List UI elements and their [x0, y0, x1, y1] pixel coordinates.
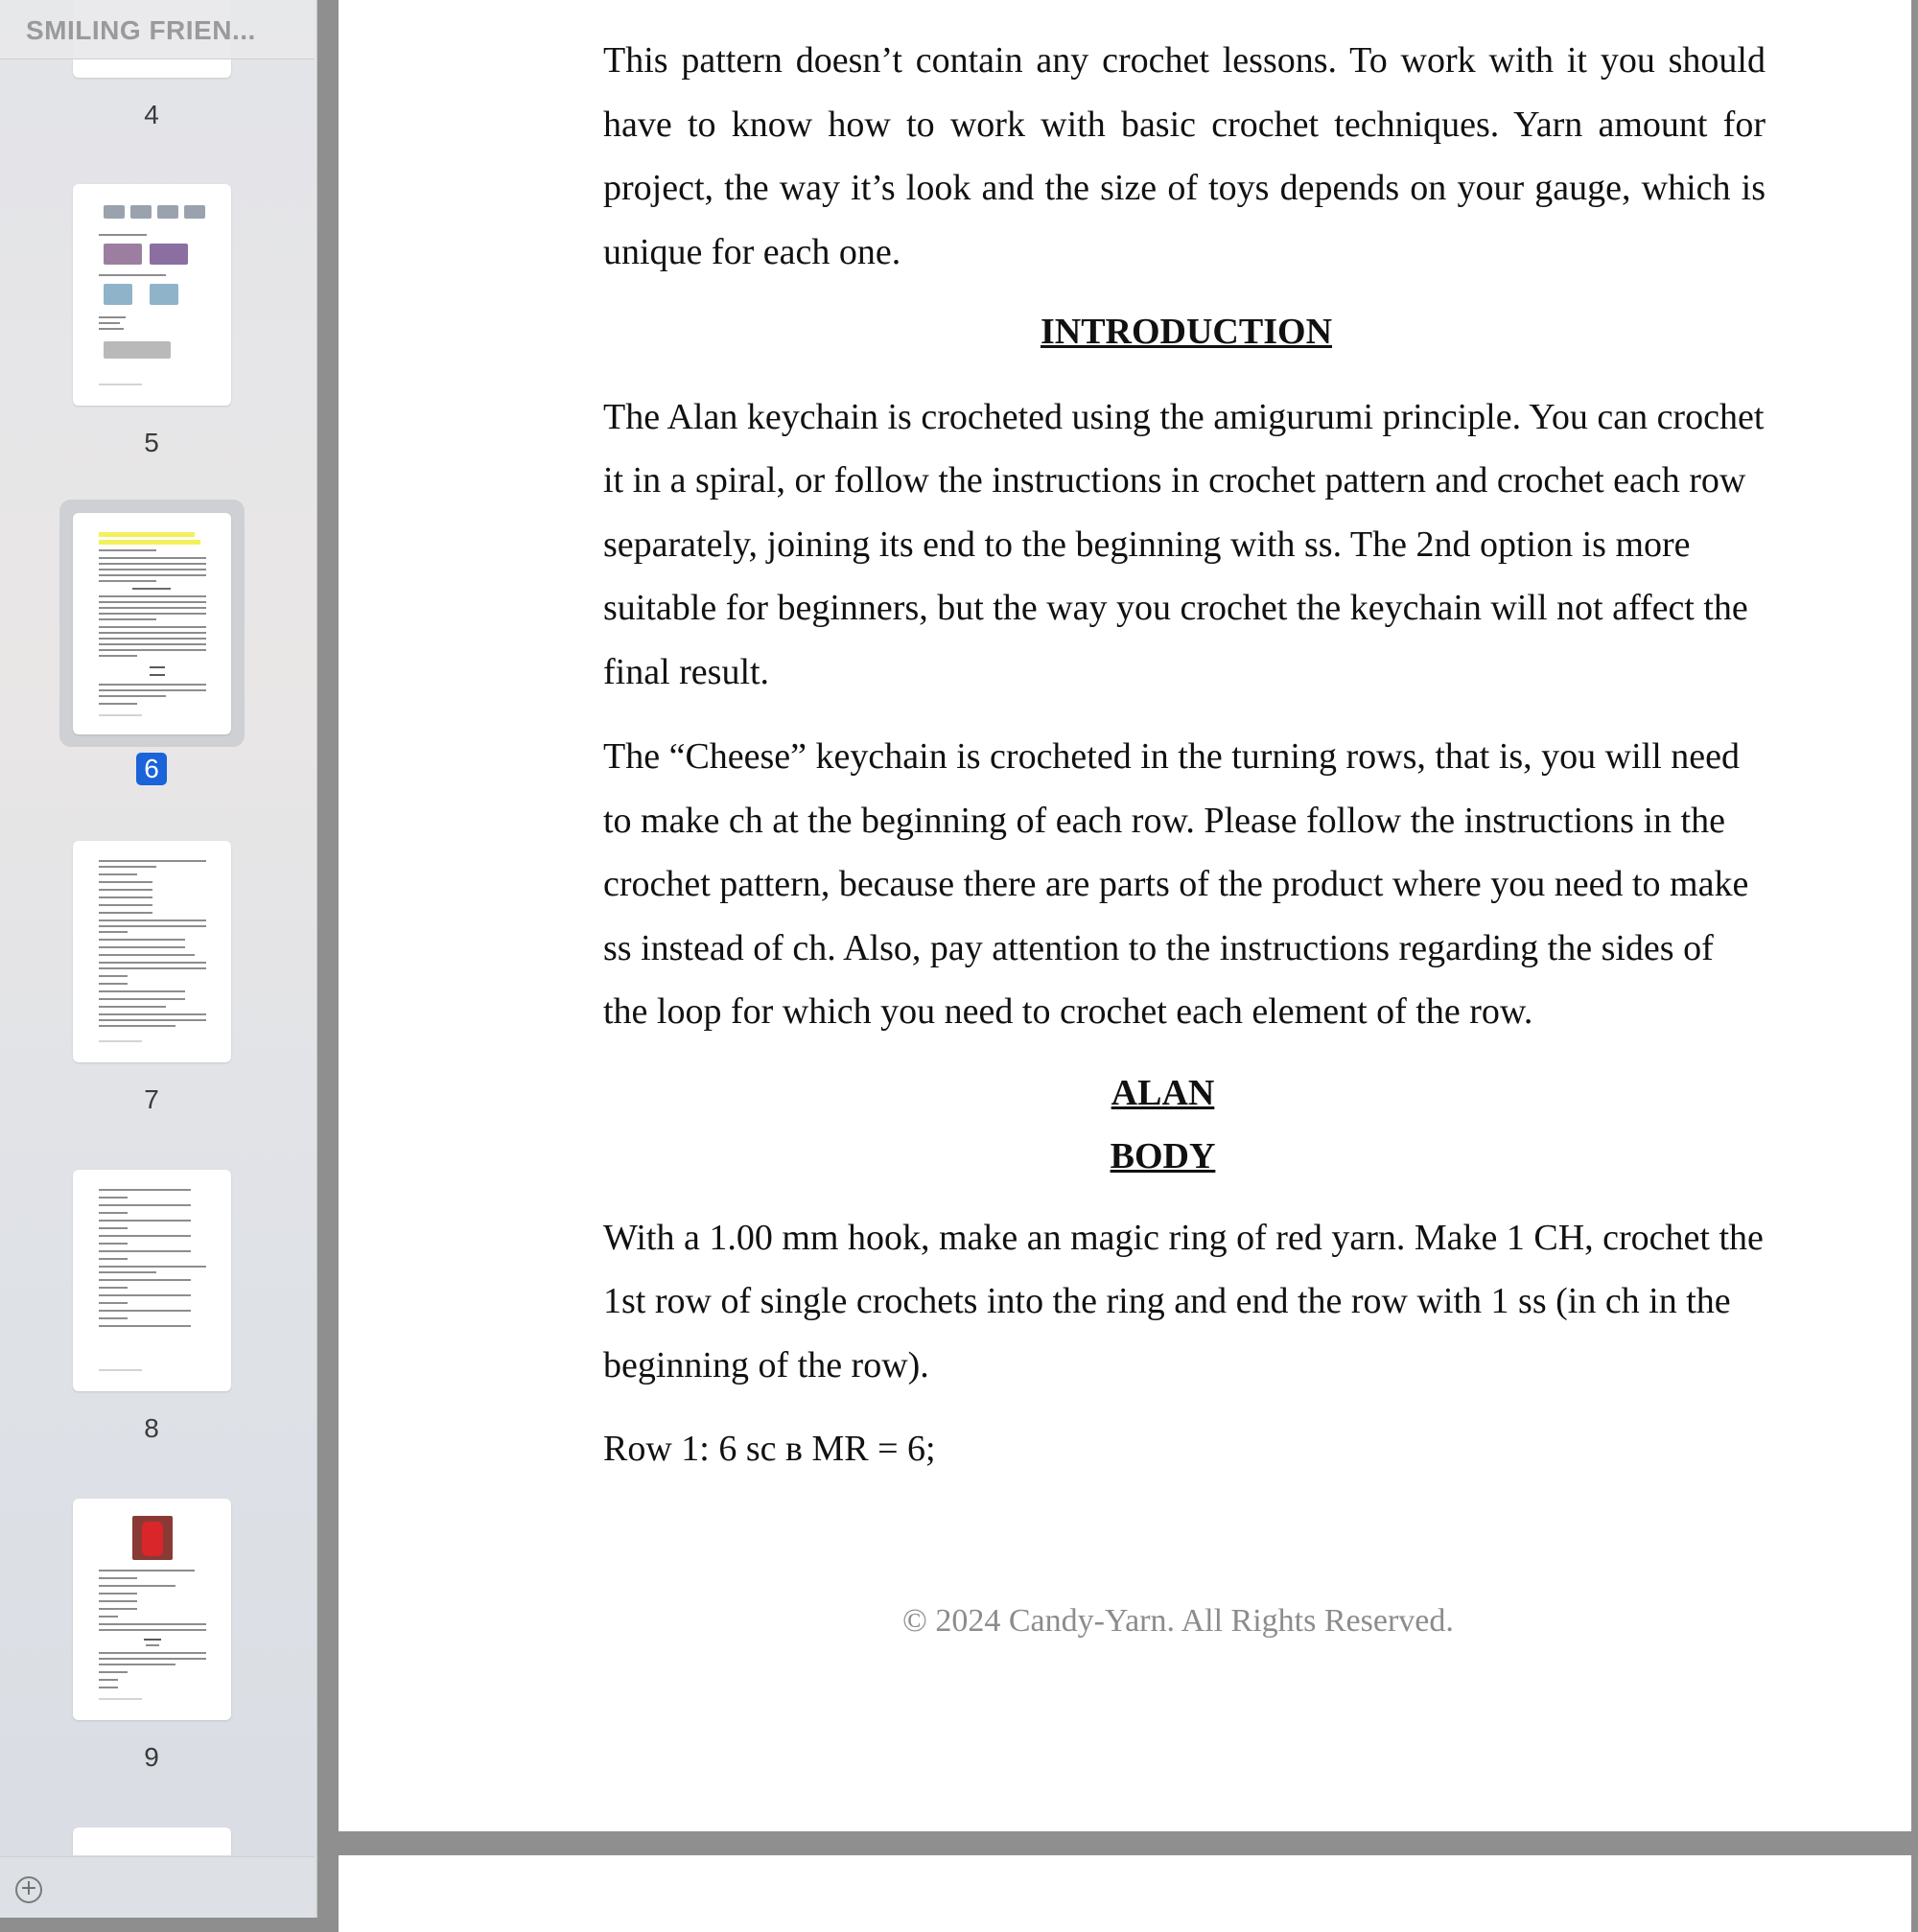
- heading-introduction: INTRODUCTION: [1040, 312, 1333, 352]
- document-title: SMILING FRIEN...: [0, 0, 315, 59]
- paragraph-body-instructions: With a 1.00 mm hook, make an magic ring of red yarn. Make 1 CH, crochet the 1st row of single crochets into the ring and end the row with 1 ss (in ch in the beginning of the row).: [603, 1217, 1764, 1385]
- thumbnail-page-number: 9: [144, 1742, 159, 1772]
- heading-body: BODY: [1110, 1136, 1216, 1176]
- thumbnail-page-number: 5: [144, 428, 159, 457]
- thumbnail-page-number: 4: [144, 100, 159, 129]
- thumbnail-page-number: 8: [144, 1413, 159, 1443]
- sidebar-footer: [0, 1856, 315, 1918]
- thumbnail-image: [73, 513, 231, 734]
- pattern-row-1: Row 1: 6 sc в MR = 6;: [603, 1429, 936, 1469]
- thumbnail-page-number: 7: [144, 1084, 159, 1114]
- document-page: [339, 0, 1911, 1831]
- thumbnail-image: [73, 1499, 231, 1720]
- page-content: [603, 29, 1766, 1481]
- heading-alan: ALAN: [1111, 1072, 1215, 1113]
- thumbnail-list[interactable]: [0, 0, 315, 1855]
- page-footer-copyright: © 2024 Candy-Yarn. All Rights Reserved.: [902, 1603, 1454, 1639]
- thumbnail-image: [73, 1170, 231, 1391]
- next-document-page: [339, 1855, 1911, 1932]
- thumbnail-sidebar: [0, 0, 317, 1918]
- thumbnail-page-number-selected: 6: [0, 753, 303, 785]
- thumbnail-image: [73, 1827, 231, 1855]
- thumbnail-image: [73, 841, 231, 1062]
- paragraph-alan-intro: The Alan keychain is crocheted using the amigurumi principle. You can crochet it in a spiral, or follow the instructions in crochet pattern and crochet each row separately, joining its end to the beginning with ss. The 2nd option is more suitable for beginners, but the way you crochet the keychain will not affect the final result.: [603, 396, 1765, 692]
- paragraph-disclaimer: This pattern doesn’t contain any crochet lessons. To work with it you should have to know how to work with basic crochet techniques. Yarn amount for project, the way it’s look and the size of toys depends on your gauge, which is unique for each one.: [603, 40, 1766, 272]
- paragraph-cheese-intro: The “Cheese” keychain is crocheted in the turning rows, that is, you will need to make ch at the beginning of each row. Please follow the instructions in the crochet pattern, because there are parts of the product where you need to make ss instead of ch. Also, pay attention to the instructions regarding the sides of the loop for which you need to crochet each element of the row.: [603, 736, 1749, 1032]
- document-view[interactable]: [317, 0, 1918, 1918]
- thumbnail-image: [73, 184, 231, 406]
- add-icon[interactable]: +: [15, 1876, 42, 1903]
